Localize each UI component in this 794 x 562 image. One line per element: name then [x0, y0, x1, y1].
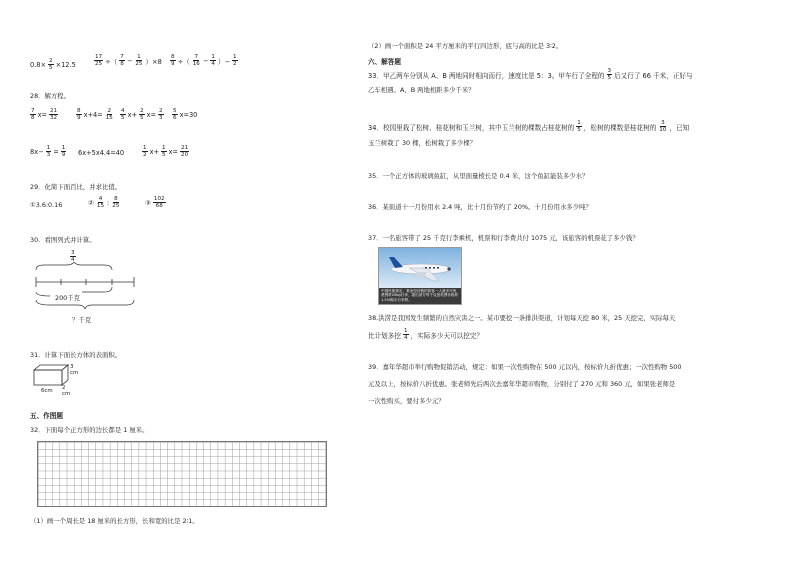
- q39-line2: 元及以上，按标价八折优惠。张老师先后两次去嘉年华超市购物，分别付了 270 元和 360 元，如果张老师是: [368, 380, 676, 388]
- fraction: [210, 54, 216, 67]
- expr-text: ×12.5: [55, 60, 76, 69]
- expr-text: x+4=: [83, 110, 103, 119]
- denominator: 16: [192, 61, 200, 68]
- denominator: 5: [49, 65, 53, 72]
- q38-line1: 38.洪涝是我国发生频繁的自然灾害之一。某市要挖一条排洪渠道，计划每天挖 80 米，25 天挖完，实际每天: [368, 314, 676, 322]
- numerator: 3: [607, 68, 612, 74]
- q33-line1: [368, 68, 693, 81]
- brace-top: [36, 262, 112, 270]
- expr-text: ）×8: [145, 57, 162, 66]
- denominator: 4: [403, 335, 408, 342]
- ratio-b: [88, 196, 120, 209]
- height-label: 3 cm: [70, 364, 79, 376]
- q33-text-a: 33．甲乙两车分别从 A、B 两地同时相向而行，速度比是 5：3。甲车行了全程的: [368, 71, 605, 80]
- depth-label: 2 cm: [62, 385, 71, 397]
- q39-line1: 39．嘉年华超市举行购物促销活动，规定：如果一次性购物在 500 元以内，按标价九折优惠；一次性购物 500: [368, 363, 682, 371]
- fraction: [30, 108, 36, 121]
- segment-diagram: [30, 262, 140, 312]
- denominator: 2: [233, 61, 237, 68]
- numerator: 1: [162, 145, 166, 151]
- numerator: 8: [114, 196, 118, 202]
- fraction: [161, 145, 167, 158]
- equation-28-5: [30, 145, 66, 158]
- numerator: 1: [403, 328, 408, 334]
- numerator: 4: [121, 108, 125, 114]
- equation-28-4: [172, 108, 197, 121]
- expr-text: ③: [145, 198, 151, 207]
- numerator: 8: [171, 54, 175, 60]
- fraction: [105, 108, 114, 121]
- fraction: [48, 58, 54, 71]
- ratio-a: ①3.6:0.16: [30, 201, 63, 209]
- fraction: [607, 68, 613, 81]
- q32-sub1: （1）画一个周长是 18 厘米的长方形，长和宽的比是 2∶1。: [30, 517, 199, 525]
- equation-28-6: [78, 149, 124, 157]
- fraction: [180, 145, 189, 158]
- cuboid-side: [62, 365, 68, 385]
- fraction: [46, 145, 52, 158]
- q38-text-a: 比计划多挖: [368, 331, 401, 340]
- q30-title: 30．看图列式并计算。: [30, 236, 96, 244]
- airline-rule-caption: 中国民航规定，乘坐经济舱的旅客一人最多可免费携带20kg行李，超出部分每千克按机票价格的1.5%购买行李票。: [379, 288, 461, 304]
- expr-text: 0.8×: [30, 60, 47, 69]
- equation-28-7: [142, 145, 189, 158]
- fraction: [153, 196, 166, 209]
- expr-text: ②: [88, 198, 94, 207]
- denominator: 5: [121, 115, 125, 122]
- q32-sub2: （2）画一个面积是 24 平方厘米的平行四边形，底与高的比是 3∶2。: [368, 42, 563, 50]
- numerator: 7: [194, 54, 199, 60]
- denominator: 5: [577, 127, 581, 134]
- drawing-grid[interactable]: [37, 441, 327, 507]
- fraction: [134, 54, 143, 67]
- numerator: 4: [98, 196, 103, 202]
- numerator: 2: [107, 108, 112, 114]
- numerator: 1: [46, 145, 51, 151]
- denominator: 15: [96, 203, 105, 210]
- expr-text: ）−: [217, 57, 231, 66]
- expr-text: :: [107, 198, 110, 207]
- fraction: [192, 54, 201, 67]
- width-label: 6cm: [41, 388, 53, 394]
- fraction: [172, 108, 178, 121]
- numerator: 1: [61, 145, 66, 151]
- fraction: [76, 108, 82, 121]
- q38-line2: [368, 328, 483, 341]
- denominator: 3: [46, 152, 51, 159]
- brace-bottom: [36, 300, 134, 309]
- denominator: 10: [659, 127, 667, 134]
- numerator: 1: [211, 54, 215, 60]
- q37-text: 37．一名旅客带了 25 千克行李乘机，机票和行李费共付 1075 元，该旅客的机票花了多少钱？: [368, 234, 639, 242]
- denominator: 6: [173, 115, 177, 122]
- cuboid-front: [34, 370, 62, 385]
- known-weight-label: 200千克: [55, 294, 80, 302]
- fraction: [111, 196, 120, 209]
- numerator: 7: [31, 108, 35, 114]
- denominator: 3: [159, 115, 163, 122]
- q35-text: 35．一个正方体的玻璃鱼缸，从里面量棱长是 0.4 米，这个鱼缸能装多少水？: [368, 172, 589, 180]
- denominator: 4: [71, 257, 75, 264]
- expr-text: −: [202, 56, 209, 65]
- q34-text-b: ，松树的棵数是桂花树的: [583, 123, 657, 132]
- q34-text-c: ，已知: [669, 123, 690, 132]
- calc-expression-3: [170, 54, 238, 67]
- numerator: 2: [159, 108, 163, 114]
- expr-text: ÷（: [105, 57, 118, 66]
- numerator: 102: [153, 196, 165, 202]
- brace-known: [82, 287, 112, 292]
- expr-text: ÷（: [177, 57, 190, 66]
- expr-text: x=30: [179, 110, 198, 119]
- numerator: 3: [661, 120, 665, 126]
- fraction: [96, 196, 105, 209]
- denominator: 25: [112, 203, 120, 210]
- denominator: 25: [95, 61, 103, 68]
- fraction: [142, 145, 148, 158]
- fraction: [658, 120, 667, 133]
- q34-text-a: 34．校园里栽了松树、桂花树和玉兰树，其中玉兰树的棵数占桂花树的: [368, 123, 575, 132]
- q33-text-b: 后又行了 66 千米，正好与: [614, 71, 693, 80]
- numerator: 21: [50, 108, 58, 114]
- airplane-photo: [378, 247, 462, 305]
- numerator: 2: [140, 108, 144, 114]
- denominator: 68: [155, 203, 163, 210]
- numerator: 3: [71, 250, 75, 256]
- fraction: [576, 120, 582, 133]
- fraction: [49, 108, 58, 121]
- numerator: 8: [77, 108, 81, 114]
- section-5-heading: 五、作图题: [30, 412, 63, 420]
- fraction: [170, 54, 176, 67]
- denominator: 8: [31, 115, 35, 122]
- fraction: [120, 108, 126, 121]
- numerator: 21: [181, 145, 189, 151]
- q39-line3: 一次性购买，要付多少元？: [368, 397, 445, 405]
- fraction: [158, 108, 164, 121]
- expr-text: x=: [146, 110, 156, 119]
- expr-text: x+: [127, 110, 137, 119]
- q34-line1: [368, 120, 689, 133]
- q34-line2: 玉兰树栽了 30 棵，松树栽了多少棵？: [368, 139, 477, 147]
- expr-text: x+: [149, 147, 159, 156]
- numerator: 1: [577, 120, 581, 126]
- equation-28-2: [76, 108, 114, 121]
- equation-28-3: [120, 108, 164, 121]
- q33-line2: 乙车相遇。A、B 两地相距多少千米？: [368, 86, 475, 94]
- denominator: 5: [140, 115, 144, 122]
- expr-text: =: [53, 147, 59, 156]
- ratio-c: [145, 196, 166, 209]
- denominator: 4: [211, 61, 215, 68]
- denominator: 8: [120, 61, 124, 68]
- airplane-icon: [379, 248, 461, 288]
- denominator: 25: [135, 61, 143, 68]
- cuboid-figure: [32, 363, 72, 387]
- denominator: 5: [607, 75, 612, 82]
- unknown-weight-label: ？千克: [72, 316, 92, 324]
- section-6-heading: 六、解答题: [368, 58, 401, 66]
- fraction: [232, 54, 238, 67]
- equation-28-1: [30, 108, 58, 121]
- denominator: 15: [105, 115, 113, 122]
- q32-title: 32．下面每个正方形的边长都是 1 厘米。: [30, 426, 149, 434]
- expr-text: 6x+5x4.4=40: [78, 149, 125, 157]
- calc-expression-2: [94, 54, 162, 67]
- numerator: 5: [173, 108, 177, 114]
- q38-text-b: ，实际多少天可以挖完？: [410, 331, 484, 340]
- numerator: 1: [137, 54, 141, 60]
- denominator: 9: [77, 115, 81, 122]
- expr-text: −: [126, 56, 133, 65]
- expr-text: x=: [168, 147, 178, 156]
- denominator: 9: [171, 61, 175, 68]
- numerator: 2: [49, 58, 53, 64]
- fraction: [403, 328, 409, 341]
- numerator: 7: [120, 54, 124, 60]
- numerator: 1: [233, 54, 237, 60]
- expr-text: 8x−: [30, 147, 44, 156]
- fraction: [61, 145, 67, 158]
- denominator: 2: [143, 152, 147, 159]
- fraction: [94, 54, 103, 67]
- expr-text: x=: [37, 110, 47, 119]
- denominator: 5: [162, 152, 166, 159]
- q29-title: 29．化简下面百比，并求比值。: [30, 183, 122, 191]
- q31-title: 31．计算下面长方体的表面积。: [30, 351, 122, 359]
- fraction: [139, 108, 145, 121]
- brace-known-left: [36, 292, 50, 296]
- numerator: 1: [143, 145, 147, 151]
- fraction: [119, 54, 125, 67]
- denominator: 9: [61, 152, 66, 159]
- q28-title: 28．解方程。: [30, 92, 71, 100]
- denominator: 20: [181, 152, 189, 159]
- denominator: 32: [50, 115, 58, 122]
- q36-text: 36．某街道十一月份用水 2.4 吨，比十月份节约了 20%。十月份用水多少吨？: [368, 203, 592, 211]
- numerator: 17: [95, 54, 103, 60]
- calc-expression-1: [30, 58, 76, 71]
